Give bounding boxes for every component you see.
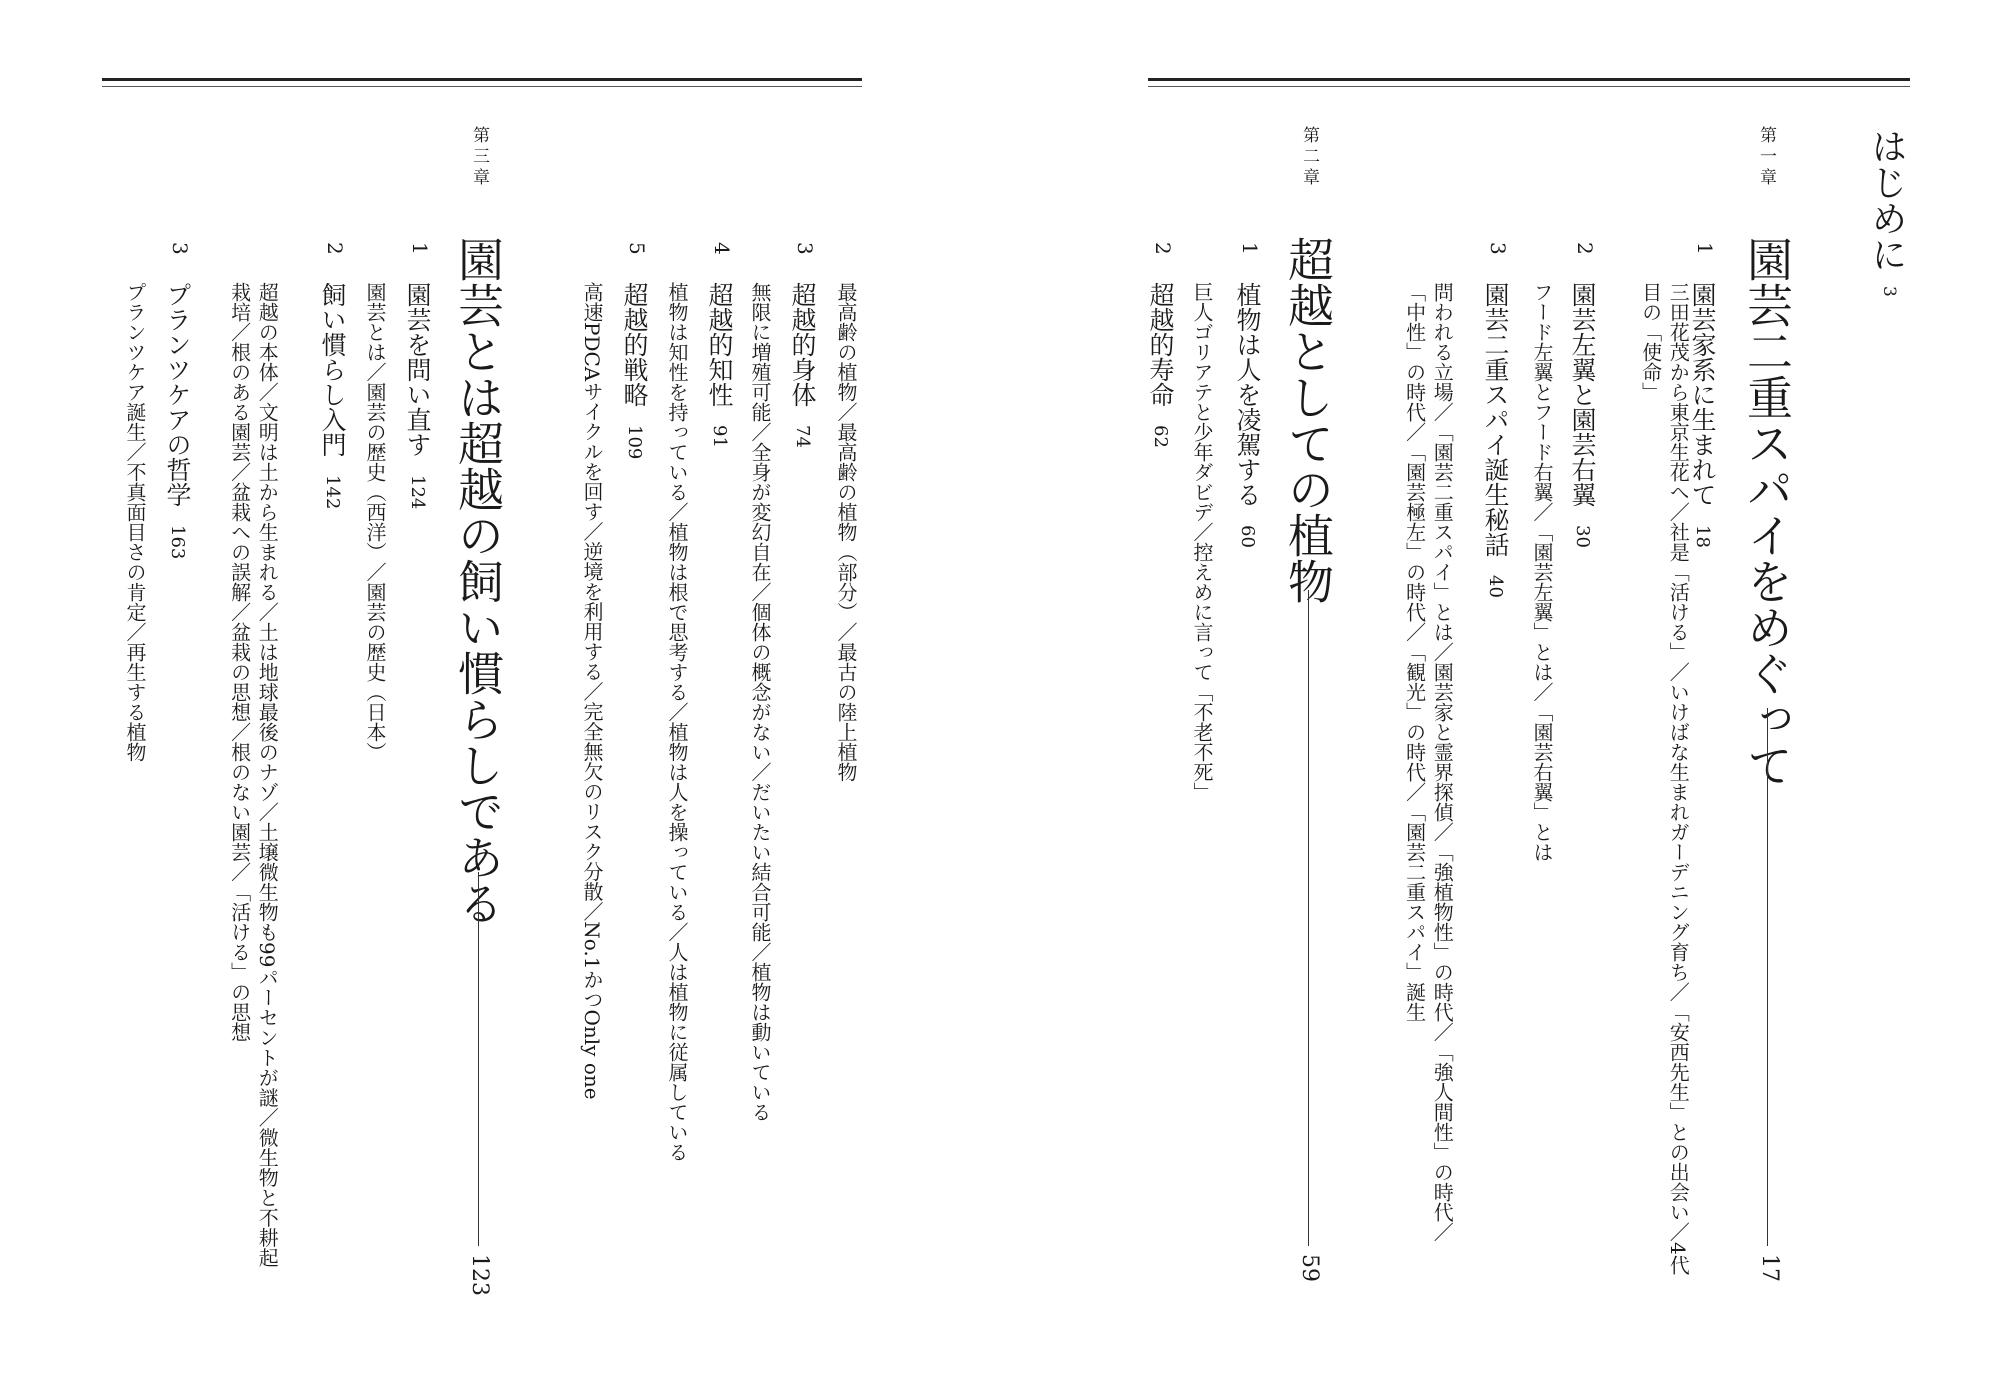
top-rule-left: [102, 78, 862, 81]
chapter3-label: 第三章: [469, 126, 489, 189]
ch2-sec3-entry[interactable]: [790, 282, 815, 448]
ch3-sec2-page: 142: [322, 475, 343, 510]
ch2-sec5-body: 高速PDCAサイクルを回す／逆境を利用する／完全無欠のリスク分散／No.1かつOnly one: [580, 282, 604, 1100]
ch1-sec1-title: 園芸家系に生まれて: [1688, 282, 1717, 507]
ch1-sec1-page: 18: [1692, 525, 1713, 548]
ch3-sec1-body: 園芸とは／園芸の歴史（西洋）／園芸の歴史（日本）: [363, 282, 387, 762]
chapter2-page: 59: [1297, 1254, 1322, 1282]
ch3-sec3-body: プランツケア誕生／不真面目さの肯定／再生する植物: [123, 282, 147, 762]
ch2-sec3-title: 超越的身体: [788, 282, 817, 407]
ch2-sec1-page: 60: [1237, 525, 1258, 548]
ch2-cont-lead: 最高齢の植物／最高齢の植物（部分）／最古の陸上植物: [834, 282, 858, 782]
chapter1-title[interactable]: 園芸二重スパイをめぐって: [1740, 236, 1794, 788]
chapter2-title[interactable]: 超越としての植物: [1281, 236, 1335, 604]
ch1-sec3-body: 問われる立場／「園芸二重スパイ」とは／園芸家と霊界探偵／「強植物性」の時代／「強人間性」の時代／「中性」の時代／「園芸極左」の時代／「観光」の時代／「園芸二重スパイ」誕生: [1402, 282, 1455, 1242]
ch1-sec2-page: 30: [1572, 525, 1593, 548]
ch2-sec2-page: 62: [1150, 425, 1171, 448]
chapter3-title[interactable]: 園芸とは超越の飼い慣らしである: [451, 236, 505, 926]
ch2-sec5-page: 109: [624, 425, 645, 460]
ch3-sec1-title: 園芸を問い直す: [403, 282, 432, 457]
ch3-sec3-title: プランツケアの哲学: [163, 282, 192, 507]
ch3-sec3-num: 3: [168, 242, 192, 255]
chapter2-leader-line: [1308, 590, 1309, 1246]
ch2-sec4-body: 植物は知性を持っている／植物は根で思考する／植物は人を操っている／人は植物に従属している: [665, 282, 689, 1162]
ch3-sec2-body: 超越の本体／文明は土から生まれる／土は地球最後のナゾ／土壌微生物も99パーセントが謎／微生物と不耕起栽培／根のある園芸／盆栽への誤解／盆栽の思想／根のない園芸／「活ける」の思想: [227, 282, 280, 1268]
ch2-sec3-page: 74: [792, 425, 813, 448]
ch2-sec4-num: 4: [710, 242, 734, 255]
ch2-sec5-entry[interactable]: [622, 282, 647, 459]
ch2-sec3-body: 無限に増殖可能／全身が変幻自在／個体の概念がない／だいたい結合可能／植物は動いている: [748, 282, 772, 1122]
ch3-sec1-num: 1: [408, 242, 432, 255]
ch1-sec3-page: 40: [1485, 575, 1506, 598]
ch3-sec3-page: 163: [167, 525, 188, 560]
ch3-sec1-page: 124: [407, 475, 428, 510]
ch1-sec1-num: 1: [1693, 242, 1717, 255]
ch1-sec2-num: 2: [1573, 242, 1597, 255]
ch2-sec2-num: 2: [1151, 242, 1175, 255]
ch2-sec1-title: 植物は人を凌駕する: [1233, 282, 1262, 507]
ch1-sec3-entry[interactable]: [1483, 282, 1508, 598]
ch1-sec1-body: 三田花茂から東京生花へ／社是「活ける」／いけばな生まれガーデニング育ち／「安西先生」との出会い／4代目の「使命」: [1638, 282, 1691, 1275]
chapter2-label: 第二章: [1299, 126, 1319, 189]
ch2-sec2-title: 超越的寿命: [1146, 282, 1175, 407]
ch1-sec3-title: 園芸二重スパイ誕生秘話: [1481, 282, 1510, 557]
ch2-sec1-entry[interactable]: [1235, 282, 1260, 548]
ch3-sec3-entry[interactable]: [165, 282, 190, 559]
ch2-sec3-num: 3: [793, 242, 817, 255]
ch1-sec2-body: フード左翼とフード右翼／「園芸左翼」とは／「園芸右翼」とは: [1530, 282, 1554, 862]
ch1-sec1-entry[interactable]: [1690, 282, 1715, 548]
ch2-sec4-title: 超越的知性: [705, 282, 734, 407]
ch2-sec2-entry[interactable]: [1148, 282, 1173, 448]
ch2-sec1-body: 巨人ゴリアテと少年ダビデ／控えめに言って「不老不死」: [1190, 282, 1214, 802]
ch2-sec5-title: 超越的戦略: [620, 282, 649, 407]
ch2-sec4-page: 91: [709, 425, 730, 448]
ch2-sec5-num: 5: [625, 242, 649, 255]
chapter1-leader-line: [1767, 708, 1768, 1246]
preface-heading[interactable]: はじめに: [1866, 128, 1907, 272]
ch1-sec2-entry[interactable]: [1570, 282, 1595, 548]
ch3-sec2-num: 2: [323, 242, 347, 255]
ch1-sec3-num: 3: [1486, 242, 1510, 255]
ch3-sec1-entry[interactable]: [405, 282, 430, 509]
chapter1-page: 17: [1757, 1254, 1782, 1282]
ch3-sec2-title: 飼い慣らし入門: [318, 282, 347, 457]
ch1-sec2-title: 園芸左翼と園芸右翼: [1568, 282, 1597, 507]
ch2-sec4-entry[interactable]: [707, 282, 732, 448]
ch2-sec1-num: 1: [1238, 242, 1262, 255]
top-rule-right: [1148, 78, 1910, 81]
ch3-sec2-entry[interactable]: [320, 282, 345, 509]
chapter3-page: 123: [467, 1254, 492, 1296]
chapter1-label: 第一章: [1756, 126, 1776, 189]
chapter3-leader-line: [478, 872, 479, 1246]
preface-page: 3: [1879, 286, 1899, 297]
